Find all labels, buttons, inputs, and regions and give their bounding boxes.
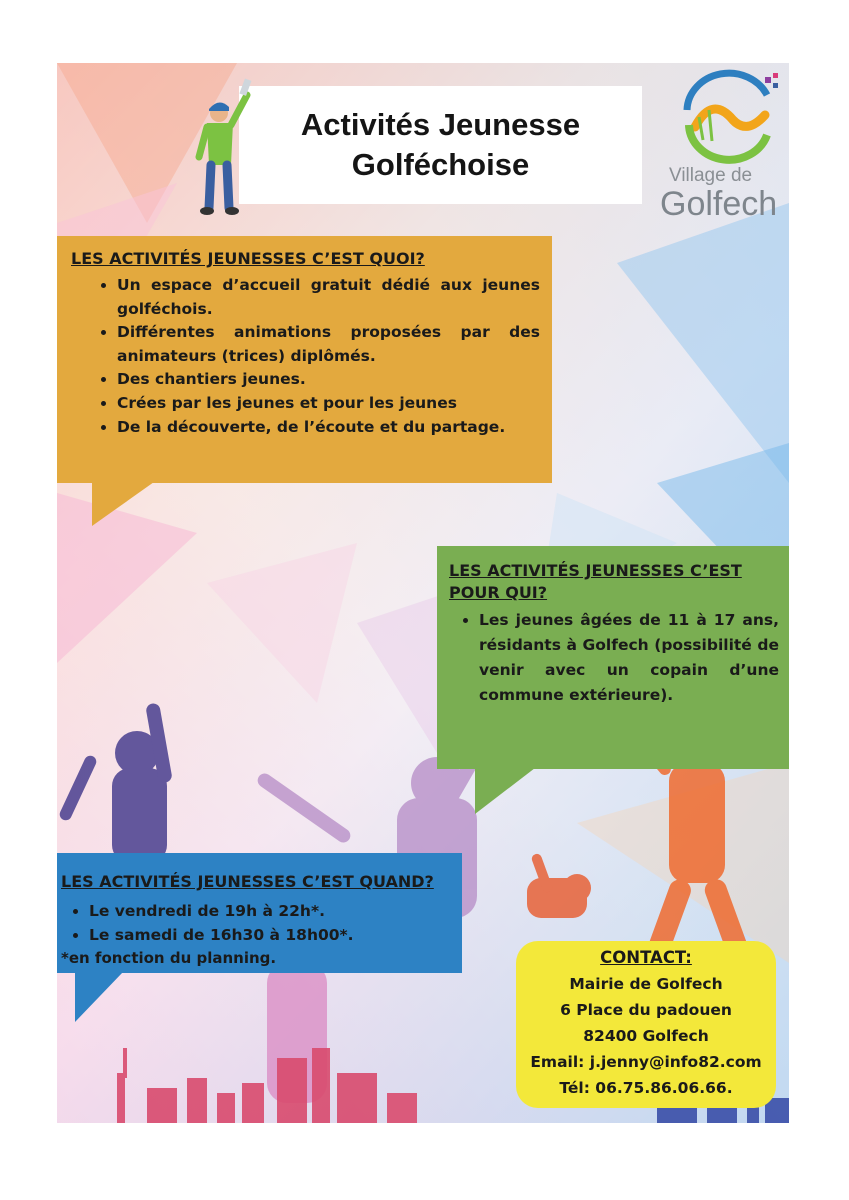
list-item: • Différentes animations proposées par des animateurs (trices) diplômés. bbox=[117, 321, 540, 368]
when-list bbox=[61, 899, 462, 947]
list-item: • Des chantiers jeunes. bbox=[117, 368, 540, 392]
contact-heading: CONTACT: bbox=[600, 948, 692, 967]
what-bubble bbox=[57, 236, 552, 483]
graffiti-artist-illustration bbox=[195, 73, 255, 218]
list-item: • Crées par les jeunes et pour les jeunes bbox=[117, 392, 540, 416]
who-heading: LES ACTIVITÉS JEUNESSES C’EST POUR QUI? bbox=[449, 561, 742, 602]
when-bubble-tail bbox=[75, 972, 123, 1022]
list-item: • De la découverte, de l’écoute et du partage. bbox=[117, 416, 540, 440]
contact-box bbox=[516, 941, 776, 1108]
list-item: • Le vendredi de 19h à 22h*. bbox=[89, 899, 462, 923]
logo-text-golfech: Golfech bbox=[660, 185, 778, 223]
list-item: • Un espace d’accueil gratuit dédié aux jeunes golféchois. bbox=[117, 274, 540, 321]
when-note: *en fonction du planning. bbox=[61, 949, 277, 967]
title-box bbox=[239, 86, 642, 204]
poster bbox=[57, 63, 789, 1123]
when-heading: LES ACTIVITÉS JEUNESSES C’EST QUAND? bbox=[61, 872, 434, 891]
who-bubble bbox=[437, 546, 789, 769]
what-list bbox=[71, 274, 540, 439]
list-item: • Les jeunes âgées de 11 à 17 ans, résidants à Golfech (possibilité de venir avec un copain d’une commune extérieure). bbox=[479, 608, 779, 708]
page-title-line2: Golféchoise bbox=[351, 147, 530, 182]
girl-silhouette bbox=[58, 702, 173, 863]
contact-city: 82400 Golfech bbox=[583, 1027, 709, 1045]
contact-name: Mairie de Golfech bbox=[569, 975, 723, 993]
what-bubble-tail bbox=[92, 482, 154, 526]
who-list bbox=[449, 608, 779, 708]
contact-email: Email: j.jenny@info82.com bbox=[530, 1053, 762, 1071]
logo-text-village: Village de bbox=[669, 165, 753, 186]
contact-street: 6 Place du padouen bbox=[560, 1001, 732, 1019]
what-heading: LES ACTIVITÉS JEUNESSES C’EST QUOI? bbox=[71, 249, 425, 268]
contact-phone: Tél: 06.75.86.06.66. bbox=[559, 1079, 733, 1097]
who-bubble-tail bbox=[475, 768, 535, 814]
page-title-line1: Activités Jeunesse bbox=[300, 107, 581, 142]
list-item: • Le samedi de 16h30 à 18h00*. bbox=[89, 923, 462, 947]
when-bubble bbox=[57, 853, 462, 973]
small-jumper-silhouette bbox=[527, 852, 591, 918]
